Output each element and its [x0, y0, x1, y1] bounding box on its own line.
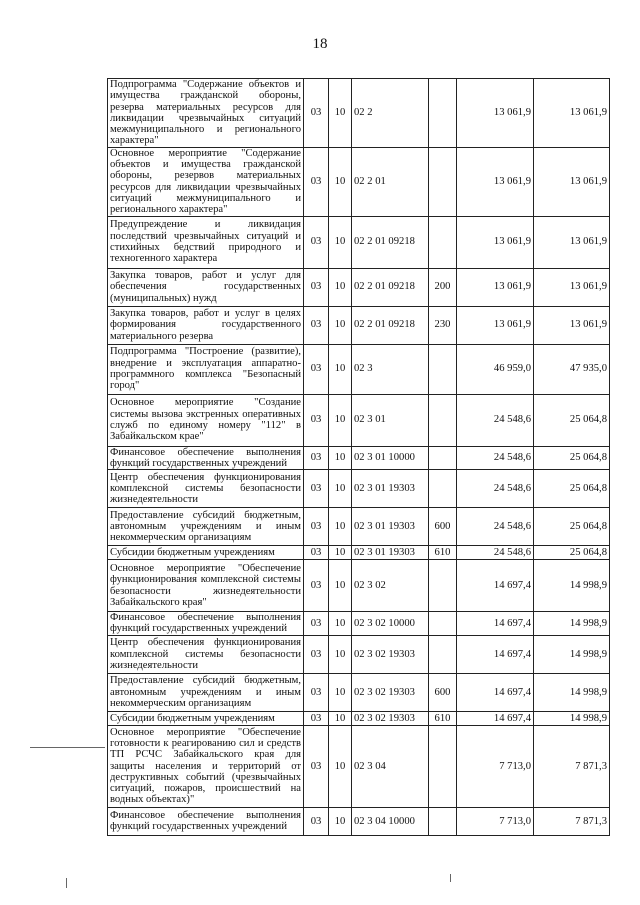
row-vr: 610 — [429, 546, 457, 560]
row-value-2: 13 061,9 — [534, 147, 610, 216]
row-pr: 10 — [329, 807, 352, 835]
row-vr: 600 — [429, 673, 457, 711]
budget-table — [107, 78, 610, 836]
row-name: Основное мероприятие "Содержание объектов и имущества гражданской обороны, резервов материальных ресурсов для ликвидации чрезвычайных ситуаций межмуниципального и регионального характера" — [108, 147, 304, 216]
row-rz: 03 — [304, 546, 329, 560]
row-value-1: 13 061,9 — [457, 306, 534, 344]
row-rz: 03 — [304, 635, 329, 673]
row-value-2: 13 061,9 — [534, 306, 610, 344]
row-value-1: 7 713,0 — [457, 807, 534, 835]
row-pr: 10 — [329, 344, 352, 394]
row-vr — [429, 560, 457, 612]
row-value-2: 25 064,8 — [534, 546, 610, 560]
row-vr — [429, 470, 457, 508]
row-rz: 03 — [304, 711, 329, 725]
table-row — [108, 147, 610, 216]
table-row — [108, 807, 610, 835]
row-vr: 230 — [429, 306, 457, 344]
row-value-2: 7 871,3 — [534, 807, 610, 835]
row-value-1: 13 061,9 — [457, 216, 534, 268]
row-csr: 02 3 01 19303 — [352, 546, 429, 560]
row-vr — [429, 635, 457, 673]
page-number: 18 — [312, 36, 328, 52]
budget-table-body — [108, 79, 610, 836]
row-rz: 03 — [304, 306, 329, 344]
row-pr: 10 — [329, 560, 352, 612]
row-value-1: 14 697,4 — [457, 711, 534, 725]
row-value-2: 14 998,9 — [534, 673, 610, 711]
row-value-2: 25 064,8 — [534, 508, 610, 546]
row-pr: 10 — [329, 306, 352, 344]
row-rz: 03 — [304, 508, 329, 546]
row-name: Субсидии бюджетным учреждениям — [108, 711, 304, 725]
row-csr: 02 3 04 — [352, 725, 429, 807]
row-name: Субсидии бюджетным учреждениям — [108, 546, 304, 560]
row-value-2: 25 064,8 — [534, 394, 610, 446]
table-row — [108, 612, 610, 636]
row-rz: 03 — [304, 394, 329, 446]
row-pr: 10 — [329, 147, 352, 216]
row-rz: 03 — [304, 268, 329, 306]
row-value-1: 46 959,0 — [457, 344, 534, 394]
row-value-2: 14 998,9 — [534, 612, 610, 636]
row-rz: 03 — [304, 344, 329, 394]
row-csr: 02 3 — [352, 344, 429, 394]
table-row — [108, 268, 610, 306]
row-vr — [429, 725, 457, 807]
row-name: Предоставление субсидий бюджетным, автономным учреждениям и иным некоммерческим организациям — [108, 673, 304, 711]
row-csr: 02 2 01 09218 — [352, 268, 429, 306]
scan-mark — [450, 874, 451, 882]
row-value-1: 14 697,4 — [457, 612, 534, 636]
row-rz: 03 — [304, 470, 329, 508]
row-name: Основное мероприятие "Создание системы вызова экстренных оперативных служб по единому номеру "112" в Забайкальском крае" — [108, 394, 304, 446]
row-value-1: 24 548,6 — [457, 470, 534, 508]
row-rz: 03 — [304, 216, 329, 268]
row-value-2: 14 998,9 — [534, 711, 610, 725]
row-value-1: 14 697,4 — [457, 635, 534, 673]
row-csr: 02 3 02 19303 — [352, 673, 429, 711]
row-csr: 02 2 01 — [352, 147, 429, 216]
row-pr: 10 — [329, 268, 352, 306]
row-name: Финансовое обеспечение выполнения функций государственных учреждений — [108, 446, 304, 470]
row-rz: 03 — [304, 725, 329, 807]
table-row — [108, 216, 610, 268]
row-csr: 02 3 01 19303 — [352, 508, 429, 546]
table-row — [108, 508, 610, 546]
row-value-2: 25 064,8 — [534, 470, 610, 508]
table-row — [108, 635, 610, 673]
row-pr: 10 — [329, 79, 352, 148]
row-name: Основное мероприятие "Обеспечение функционирования комплексной системы безопасности жизнедеятельности Забайкальского края" — [108, 560, 304, 612]
table-row — [108, 560, 610, 612]
row-csr: 02 3 02 10000 — [352, 612, 429, 636]
row-value-1: 24 548,6 — [457, 508, 534, 546]
row-value-1: 24 548,6 — [457, 394, 534, 446]
row-name: Предоставление субсидий бюджетным, автономным учреждениям и иным некоммерческим организациям — [108, 508, 304, 546]
row-value-1: 7 713,0 — [457, 725, 534, 807]
row-vr: 600 — [429, 508, 457, 546]
row-csr: 02 3 02 — [352, 560, 429, 612]
row-value-2: 13 061,9 — [534, 268, 610, 306]
row-csr: 02 2 01 09218 — [352, 216, 429, 268]
row-pr: 10 — [329, 725, 352, 807]
row-name: Финансовое обеспечение выполнения функций государственных учреждений — [108, 807, 304, 835]
row-rz: 03 — [304, 673, 329, 711]
row-value-2: 14 998,9 — [534, 635, 610, 673]
row-pr: 10 — [329, 446, 352, 470]
row-csr: 02 2 01 09218 — [352, 306, 429, 344]
row-name: Центр обеспечения функционирования комплексной системы безопасности жизнедеятельности — [108, 470, 304, 508]
row-name: Основное мероприятие "Обеспечение готовности к реагированию сил и средств ТП РСЧС Забайкальского края для защиты населения и территорий от деструктивных событий (чрезвычайных ситуаций, пожаров, происшествий на водных объектах)" — [108, 725, 304, 807]
row-name: Подпрограмма "Содержание объектов и имущества гражданской обороны, резерва материальных ресурсов для ликвидации чрезвычайных ситуаций межмуниципального и регионального характера" — [108, 79, 304, 148]
row-value-2: 13 061,9 — [534, 79, 610, 148]
table-row — [108, 79, 610, 148]
table-row — [108, 306, 610, 344]
row-name: Закупка товаров, работ и услуг в целях формирования государственного материального резерва — [108, 306, 304, 344]
row-value-2: 25 064,8 — [534, 446, 610, 470]
row-name: Центр обеспечения функционирования комплексной системы безопасности жизнедеятельности — [108, 635, 304, 673]
row-vr — [429, 446, 457, 470]
table-row — [108, 446, 610, 470]
row-rz: 03 — [304, 612, 329, 636]
row-csr: 02 3 01 19303 — [352, 470, 429, 508]
row-vr — [429, 216, 457, 268]
row-csr: 02 3 04 10000 — [352, 807, 429, 835]
row-value-1: 14 697,4 — [457, 673, 534, 711]
table-row — [108, 711, 610, 725]
table-row — [108, 394, 610, 446]
table-row — [108, 546, 610, 560]
row-pr: 10 — [329, 470, 352, 508]
row-vr — [429, 147, 457, 216]
row-value-1: 24 548,6 — [457, 446, 534, 470]
row-value-1: 13 061,9 — [457, 79, 534, 148]
scan-mark — [30, 747, 105, 748]
row-vr — [429, 344, 457, 394]
row-vr — [429, 394, 457, 446]
table-row — [108, 725, 610, 807]
table-row — [108, 344, 610, 394]
row-vr: 200 — [429, 268, 457, 306]
row-vr: 610 — [429, 711, 457, 725]
row-name: Финансовое обеспечение выполнения функций государственных учреждений — [108, 612, 304, 636]
row-vr — [429, 79, 457, 148]
row-rz: 03 — [304, 807, 329, 835]
row-pr: 10 — [329, 508, 352, 546]
row-vr — [429, 612, 457, 636]
row-pr: 10 — [329, 711, 352, 725]
row-value-2: 13 061,9 — [534, 216, 610, 268]
row-rz: 03 — [304, 446, 329, 470]
row-csr: 02 3 01 — [352, 394, 429, 446]
row-csr: 02 3 02 19303 — [352, 711, 429, 725]
row-rz: 03 — [304, 147, 329, 216]
table-row — [108, 673, 610, 711]
row-pr: 10 — [329, 394, 352, 446]
row-pr: 10 — [329, 546, 352, 560]
row-pr: 10 — [329, 216, 352, 268]
row-pr: 10 — [329, 635, 352, 673]
row-value-2: 14 998,9 — [534, 560, 610, 612]
row-csr: 02 3 02 19303 — [352, 635, 429, 673]
scan-mark — [66, 878, 67, 888]
row-value-1: 14 697,4 — [457, 560, 534, 612]
row-rz: 03 — [304, 560, 329, 612]
row-name: Подпрограмма "Построение (развитие), внедрение и эксплуатация аппаратно-программного комплекса "Безопасный город" — [108, 344, 304, 394]
row-value-1: 13 061,9 — [457, 268, 534, 306]
row-name: Закупка товаров, работ и услуг для обеспечения государственных (муниципальных) нужд — [108, 268, 304, 306]
row-value-1: 13 061,9 — [457, 147, 534, 216]
row-vr — [429, 807, 457, 835]
row-value-2: 7 871,3 — [534, 725, 610, 807]
row-rz: 03 — [304, 79, 329, 148]
row-value-2: 47 935,0 — [534, 344, 610, 394]
table-row — [108, 470, 610, 508]
row-pr: 10 — [329, 673, 352, 711]
row-csr: 02 2 — [352, 79, 429, 148]
row-pr: 10 — [329, 612, 352, 636]
row-name: Предупреждение и ликвидация последствий чрезвычайных ситуаций и стихийных бедствий природного и техногенного характера — [108, 216, 304, 268]
row-value-1: 24 548,6 — [457, 546, 534, 560]
row-csr: 02 3 01 10000 — [352, 446, 429, 470]
